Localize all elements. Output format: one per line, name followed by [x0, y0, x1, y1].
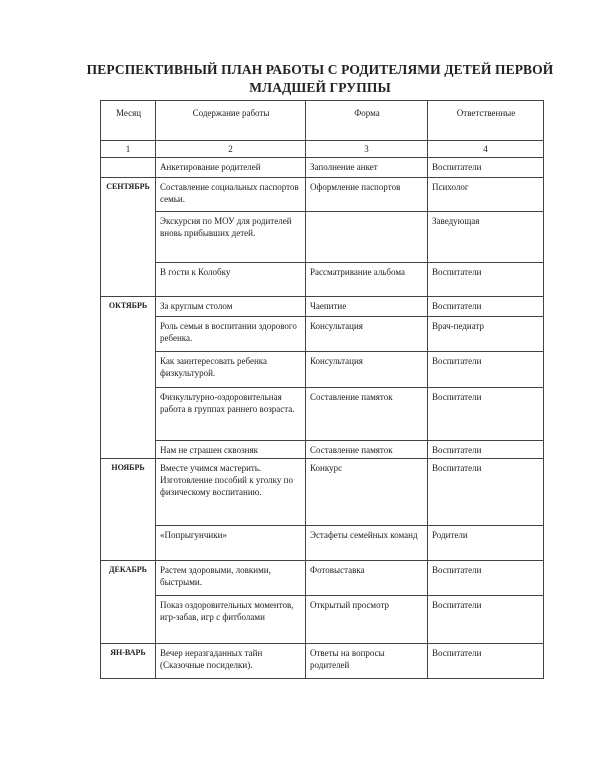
- header-responsible: Ответственные: [428, 101, 544, 141]
- table-row: [101, 297, 544, 317]
- month-october: ОКТЯБРЬ: [101, 297, 156, 459]
- content-cell: Вечер неразгаданных тайн (Сказочные посиделки).: [156, 644, 306, 679]
- content-cell: Растем здоровыми, ловкими, быстрыми.: [156, 561, 306, 596]
- month-december: ДЕКАБРЬ: [101, 561, 156, 644]
- table-row: [101, 388, 544, 441]
- form-cell: Эстафеты семейных команд: [306, 526, 428, 561]
- title-line-1: ПЕРСПЕКТИВНЫЙ ПЛАН РАБОТЫ С РОДИТЕЛЯМИ ДЕТЕЙ ПЕРВОЙ: [86, 62, 554, 77]
- responsible-cell: Воспитатели: [428, 388, 544, 441]
- form-cell: Фотовыставка: [306, 561, 428, 596]
- responsible-cell: Врач-педиатр: [428, 317, 544, 352]
- empty-month-cell: [101, 158, 156, 178]
- content-cell: Экскурсия по МОУ для родителей вновь прибывших детей.: [156, 212, 306, 263]
- table-row: [101, 561, 544, 596]
- responsible-cell: Заведующая: [428, 212, 544, 263]
- header-content: Содержание работы: [156, 101, 306, 141]
- content-cell: За круглым столом: [156, 297, 306, 317]
- content-cell: Анкетирование родителей: [156, 158, 306, 178]
- content-cell: Роль семьи в воспитании здорового ребенка.: [156, 317, 306, 352]
- responsible-cell: Психолог: [428, 178, 544, 212]
- col-number: 1: [101, 141, 156, 158]
- responsible-cell: Воспитатели: [428, 644, 544, 679]
- form-cell: Оформление паспортов: [306, 178, 428, 212]
- responsible-cell: Воспитатели: [428, 263, 544, 297]
- form-cell: Рассматривание альбома: [306, 263, 428, 297]
- number-row: [101, 141, 544, 158]
- responsible-cell: Воспитатели: [428, 561, 544, 596]
- form-cell: Конкурс: [306, 459, 428, 526]
- content-cell: «Попрыгунчики»: [156, 526, 306, 561]
- content-cell: Как заинтересовать ребенка физкультурой.: [156, 352, 306, 388]
- content-cell: Нам не страшен сквозняк: [156, 441, 306, 459]
- month-january: ЯН-ВАРЬ: [101, 644, 156, 679]
- table-row: [101, 352, 544, 388]
- document-title: [60, 61, 580, 97]
- form-cell: Заполнение анкет: [306, 158, 428, 178]
- month-september: СЕНТЯБРЬ: [101, 178, 156, 297]
- responsible-cell: Воспитатели: [428, 459, 544, 526]
- form-cell: Составление памяток: [306, 441, 428, 459]
- table-row: [101, 459, 544, 526]
- content-cell: Физкультурно-оздоровительная работа в группах раннего возраста.: [156, 388, 306, 441]
- content-cell: Показ оздоровительных моментов, игр-забав, игр с фитболами: [156, 596, 306, 644]
- responsible-cell: Родители: [428, 526, 544, 561]
- content-cell: Составление социальных паспортов семьи.: [156, 178, 306, 212]
- table-row: [101, 596, 544, 644]
- responsible-cell: Воспитатели: [428, 297, 544, 317]
- col-number: 4: [428, 141, 544, 158]
- form-cell: Консультация: [306, 352, 428, 388]
- form-cell: Составление памяток: [306, 388, 428, 441]
- table-row: [101, 526, 544, 561]
- form-cell: Чаепитие: [306, 297, 428, 317]
- table-row: [101, 644, 544, 679]
- content-cell: В гости к Колобку: [156, 263, 306, 297]
- form-cell: Консультация: [306, 317, 428, 352]
- form-cell: [306, 212, 428, 263]
- title-line-2: МЛАДШЕЙ ГРУППЫ: [249, 80, 391, 95]
- table-row: [101, 212, 544, 263]
- header-row: [101, 101, 544, 141]
- form-cell: Открытый просмотр: [306, 596, 428, 644]
- table-row: [101, 441, 544, 459]
- month-november: НОЯБРЬ: [101, 459, 156, 561]
- table-row: [101, 317, 544, 352]
- table-row: [101, 158, 544, 178]
- responsible-cell: Воспитатели: [428, 441, 544, 459]
- header-form: Форма: [306, 101, 428, 141]
- responsible-cell: Воспитатели: [428, 158, 544, 178]
- form-cell: Ответы на вопросы родителей: [306, 644, 428, 679]
- responsible-cell: Воспитатели: [428, 352, 544, 388]
- col-number: 3: [306, 141, 428, 158]
- header-month: Месяц: [101, 101, 156, 141]
- content-cell: Вместе учимся мастерить. Изготовление пособий к уголку по физическому воспитанию.: [156, 459, 306, 526]
- plan-table: [100, 100, 544, 679]
- responsible-cell: Воспитатели: [428, 596, 544, 644]
- col-number: 2: [156, 141, 306, 158]
- table-row: [101, 178, 544, 212]
- table-row: [101, 263, 544, 297]
